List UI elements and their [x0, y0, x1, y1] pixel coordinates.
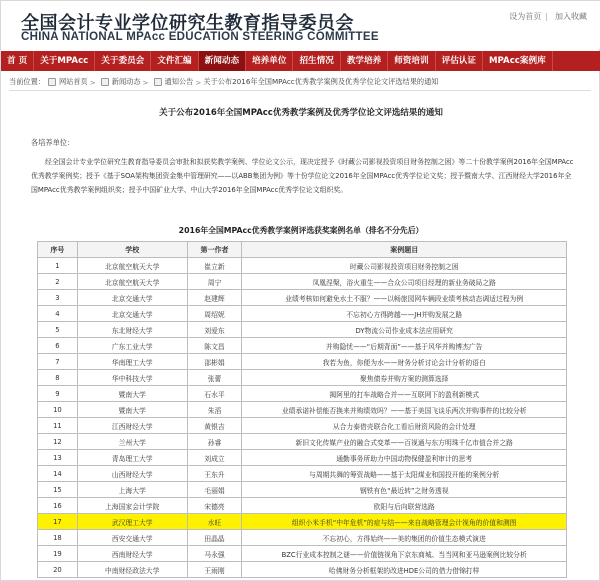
- row-school: 青岛理工大学: [77, 450, 187, 466]
- table-row: [38, 562, 567, 578]
- table-body: [38, 258, 567, 578]
- row-case-title: 与周期共舞的筹资战略——基于太阳煤业和国投开能的案例分析: [242, 466, 567, 482]
- row-first-author: 邵彬娟: [187, 354, 242, 370]
- table-row: [38, 482, 567, 498]
- breadcrumb-separator: >: [195, 77, 202, 87]
- row-school: 东北财经大学: [77, 322, 187, 338]
- row-school: 西南财经大学: [77, 546, 187, 562]
- row-number: 10: [38, 402, 78, 418]
- nav-admissions[interactable]: 招生情况: [293, 51, 340, 71]
- row-case-title: 不忘初心，方得始终——美的集团的价值生态模式演进: [242, 530, 567, 546]
- site-logo-chinese[interactable]: 全国会计专业学位研究生教育指导委员会: [21, 13, 354, 34]
- table-row: [38, 418, 567, 434]
- link-separator: |: [545, 12, 548, 21]
- row-number: 15: [38, 482, 78, 498]
- nav-faculty-training[interactable]: 师资培训: [388, 51, 435, 71]
- row-school: 华南理工大学: [77, 354, 187, 370]
- row-number: 11: [38, 418, 78, 434]
- row-number: 7: [38, 354, 78, 370]
- home-icon: [48, 78, 56, 86]
- row-case-title: 新旧文化传媒产业的融合式变革——百视通与东方明珠千亿市值合并之路: [242, 434, 567, 450]
- row-school: 武汉理工大学: [77, 514, 187, 530]
- folder-icon: [154, 78, 162, 86]
- table-row: [38, 322, 567, 338]
- row-school: 北京航空航天大学: [77, 258, 187, 274]
- row-school: 上海国家会计学院: [77, 498, 187, 514]
- table-row: [38, 258, 567, 274]
- row-case-title: 通勤事务所助力中国动物保健盈利审计的思考: [242, 450, 567, 466]
- row-number: 4: [38, 306, 78, 322]
- table-row: [38, 530, 567, 546]
- row-first-author: 王雨刚: [187, 562, 242, 578]
- row-first-author: 朱滔: [187, 402, 242, 418]
- row-school: 广东工业大学: [77, 338, 187, 354]
- row-first-author: 周绍妮: [187, 306, 242, 322]
- nav-documents[interactable]: 文件汇编: [151, 51, 198, 71]
- row-first-author: 周宁: [187, 274, 242, 290]
- row-case-title: 揭阿里的打车战略合并——互联网下的盈利新模式: [242, 386, 567, 402]
- table-row: [38, 514, 567, 530]
- row-number: 1: [38, 258, 78, 274]
- nav-home[interactable]: 首 页: [1, 51, 34, 71]
- row-number: 20: [38, 562, 78, 578]
- row-case-title: 凤凰涅槃，浴火重生——合众公司项目经理的新业务破局之路: [242, 274, 567, 290]
- row-first-author: 马永强: [187, 546, 242, 562]
- article-title: 关于公布2016年全国MPAcc优秀教学案例及优秀学位论文评选结果的通知: [159, 108, 443, 118]
- row-school: 暨南大学: [77, 402, 187, 418]
- row-school: 华中科技大学: [77, 370, 187, 386]
- row-school: 西安交通大学: [77, 530, 187, 546]
- row-school: 北京交通大学: [77, 306, 187, 322]
- row-school: 北京交通大学: [77, 290, 187, 306]
- row-number: 16: [38, 498, 78, 514]
- row-number: 2: [38, 274, 78, 290]
- table-row: [38, 290, 567, 306]
- row-case-title: 聚焦债券并购方案的测算选择: [242, 370, 567, 386]
- row-case-title: 并购隐忧——“后期背面”——基于风华并购博杰广告: [242, 338, 567, 354]
- table-row: [38, 434, 567, 450]
- nav-case-library[interactable]: MPAcc案例库: [483, 51, 553, 71]
- content-divider: [9, 90, 591, 91]
- table-row: [38, 370, 567, 386]
- row-case-title: 我若为鱼，你便为水——财务分析讨论会计分析的语白: [242, 354, 567, 370]
- row-number: 14: [38, 466, 78, 482]
- nav-news[interactable]: 新闻动态: [199, 51, 246, 71]
- row-case-title: BZC行业成本控制之谜——价值链视角下京东商城、当当网和亚马逊案例比较分析: [242, 546, 567, 562]
- row-case-title: 业绩考核如何避免水土不服？——以畅旅园网车辆段业绩考核动态调适过程为例: [242, 290, 567, 306]
- table-row: [38, 354, 567, 370]
- award-list-title: 2016年全国MPAcc优秀教学案例评选获奖案例名单（排名不分先后）: [178, 226, 424, 235]
- row-case-title: 从合力泰借壳联合化工看后财资风险的会计处理: [242, 418, 567, 434]
- row-number: 13: [38, 450, 78, 466]
- table-row: [38, 386, 567, 402]
- row-first-author: 张蕾: [187, 370, 242, 386]
- set-homepage-link[interactable]: 设为首页: [509, 12, 542, 21]
- nav-training-units[interactable]: 培养单位: [246, 51, 293, 71]
- row-case-title: 业绩承诺补偿能否换来并购绩效吗？——基于美国飞谈乐两次并购事件的比较分析: [242, 402, 567, 418]
- row-first-author: 刘成立: [187, 450, 242, 466]
- header-school: 学校: [77, 242, 187, 258]
- row-case-title: 哈佛财务分析框架的改进HDE公司的借力借锦打样: [242, 562, 567, 578]
- row-school: 山西财经大学: [77, 466, 187, 482]
- table-row: [38, 338, 567, 354]
- breadcrumb-current: 关于公布2016年全国MPAcc优秀教学案例及优秀学位论文评选结果的通知: [203, 77, 439, 86]
- row-school: 北京航空航天大学: [77, 274, 187, 290]
- row-case-title: 不忘初心方得跨越——JH并购发展之路: [242, 306, 567, 322]
- row-first-author: 毛丽娟: [187, 482, 242, 498]
- breadcrumb-prefix: 当前位置：: [9, 77, 45, 86]
- breadcrumb-home[interactable]: 网站首页: [58, 77, 88, 86]
- row-number: 6: [38, 338, 78, 354]
- row-school: 中南财经政法大学: [77, 562, 187, 578]
- table-row: [38, 450, 567, 466]
- row-first-author: 陈文昌: [187, 338, 242, 354]
- add-favorite-link[interactable]: 加入收藏: [555, 12, 587, 21]
- row-number: 3: [38, 290, 78, 306]
- row-case-title: 欧阳与后向联营选路: [242, 498, 567, 514]
- table-row: [38, 546, 567, 562]
- folder-icon: [101, 78, 109, 86]
- breadcrumb-notices[interactable]: 通知公告: [164, 77, 194, 86]
- row-first-author: 黄银吉: [187, 418, 242, 434]
- row-first-author: 宋德亮: [187, 498, 242, 514]
- nav-about-committee[interactable]: 关于委员会: [95, 51, 151, 71]
- row-first-author: 水旺: [187, 514, 242, 530]
- row-first-author: 田晶晶: [187, 530, 242, 546]
- main-nav: [1, 51, 600, 71]
- row-school: 兰州大学: [77, 434, 187, 450]
- row-case-title: DY物流公司作业成本法应用研究: [242, 322, 567, 338]
- row-number: 12: [38, 434, 78, 450]
- nav-about-mpacc[interactable]: 关于MPAcc: [34, 51, 95, 71]
- award-table: [37, 241, 567, 578]
- row-case-title: 组织小米手机“中年危机”的症与结——来自战略管理会计视角的价值和测图: [242, 514, 567, 530]
- row-school: 上海大学: [77, 482, 187, 498]
- row-case-title: 时藏公司影视投资项目财务控制之困: [242, 258, 567, 274]
- row-school: 江西财经大学: [77, 418, 187, 434]
- nav-evaluation[interactable]: 评估认证: [436, 51, 483, 71]
- table-header-row: [38, 242, 567, 258]
- breadcrumb-news[interactable]: 新闻动态: [111, 77, 141, 86]
- header-first-author: 第一作者: [187, 242, 242, 258]
- breadcrumb-separator: >: [89, 77, 96, 87]
- site-logo-english[interactable]: CHINA NATIONAL MPAcc EDUCATION STEERING COMMITTEE: [21, 31, 379, 43]
- row-first-author: 崔立新: [187, 258, 242, 274]
- row-number: 9: [38, 386, 78, 402]
- row-first-author: 石水平: [187, 386, 242, 402]
- row-case-title: 钢铁有色“最近转”之财务透视: [242, 482, 567, 498]
- table-row: [38, 498, 567, 514]
- row-number: 17: [38, 514, 78, 530]
- table-row: [38, 274, 567, 290]
- row-number: 19: [38, 546, 78, 562]
- site-header: [1, 1, 600, 49]
- row-first-author: 王东升: [187, 466, 242, 482]
- top-links: [505, 11, 587, 22]
- row-first-author: 赵建辉: [187, 290, 242, 306]
- breadcrumb: [9, 77, 438, 87]
- nav-teaching[interactable]: 教学培养: [341, 51, 388, 71]
- breadcrumb-separator: >: [142, 77, 149, 87]
- table-row: [38, 466, 567, 482]
- table-row: [38, 402, 567, 418]
- article-body: 经全国会计专业学位研究生教育指导委员会审批和拟获奖教学案例、学位论文公示，现决定授予《时藏公司影视投资项目财务控制之困》等二十份教学案例2016年全国MPAcc优秀教学案例奖；授予《基于SOA架构集团资金集中管理研究——以ABB集团为例》等十份学位论文2016年全国MPAcc优秀学位论文奖；授予暨南大学、江西财经大学2016年全国MPAcc优秀教学案例组织奖；授予中国矿业大学、中山大学2016年全国MPAcc优秀学位论文组织奖。: [31, 158, 574, 194]
- table-row: [38, 306, 567, 322]
- header-case-title: 案例题目: [242, 242, 567, 258]
- header-number: 序号: [38, 242, 78, 258]
- row-first-author: 刘爱东: [187, 322, 242, 338]
- row-school: 暨南大学: [77, 386, 187, 402]
- row-number: 18: [38, 530, 78, 546]
- row-number: 5: [38, 322, 78, 338]
- row-number: 8: [38, 370, 78, 386]
- article-salutation: 各培养单位：: [31, 138, 75, 147]
- row-first-author: 孙睿: [187, 434, 242, 450]
